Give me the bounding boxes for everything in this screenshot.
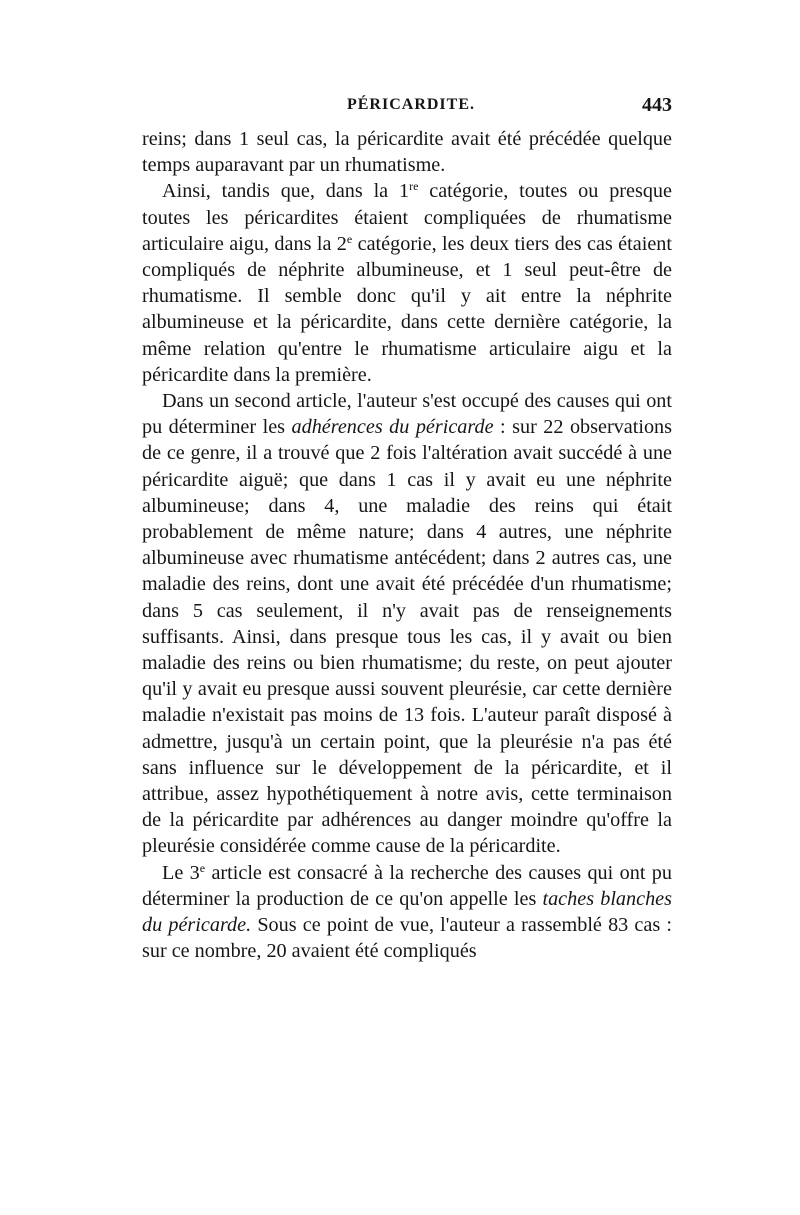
ordinal-superscript: e — [199, 860, 206, 875]
paragraph-second-article — [142, 388, 672, 860]
ordinal-superscript: e — [346, 231, 353, 246]
paragraph-text: reins; dans 1 seul cas, la péricardite avait été précédée quelque temps auparavant par un rhumatisme. — [142, 128, 672, 177]
paragraph-ainsi — [142, 178, 672, 388]
page-number: 443 — [642, 94, 672, 116]
paragraph-text: Le 3 — [162, 861, 200, 884]
paragraph-text: Dans un second article, l'auteur s'est occupé des causes qui ont pu déterminer les — [142, 390, 672, 439]
paragraph-continuation — [142, 126, 672, 178]
body-text — [142, 126, 672, 965]
italic-term: adhérences du péricarde — [291, 416, 494, 439]
paragraph-text: catégorie, les deux tiers des cas étaient compliqués de néphrite albumineuse, et 1 seul peut-être de rhumatisme. Il semble donc qu'il y ait entre la néphrite albumineuse et la péricardite, dans cette dernière catégorie, la même relation qu'entre le rhumatisme articulaire aigu et la péricardite dans la première. — [142, 232, 672, 386]
paragraph-text: article est consacré à la recherche des causes qui ont pu déterminer la production de ce qu'on appelle les — [142, 861, 672, 910]
running-title: PÉRICARDITE. — [346, 96, 475, 113]
paragraph-text: : sur 22 observations de ce genre, il a trouvé que 2 fois l'altération avait succédé à une péricardite aiguë; que dans 1 cas il y avait eu une néphrite albumineuse; dans 4, une maladie des reins qui était probablement de même nature; dans 4 autres, une néphrite albumineuse avec rhumatisme antécédent; dans 2 autres cas, une maladie des reins, dont une avait été précédée d'un rhumatisme; dans 5 cas seulement, il n'y avait pas de renseignements suffisants. Ainsi, dans presque tous les cas, il y avait ou bien maladie des reins ou bien rhumatisme; du reste, on peut ajouter qu'il y avait eu presque aussi souvent pleurésie, car cette dernière maladie n'existait pas moins de 13 fois. L'auteur paraît disposé à admettre, jusqu'à un certain point, que la pleurésie n'a pas été sans influence sur le développement de la péricardite, et il attribue, assez hypothétiquement à notre avis, cette terminaison de la péricardite par adhérences au danger moindre qu'offre la pleurésie considérée comme cause de la péricardite. — [142, 416, 672, 858]
paragraph-text: Ainsi, tandis que, dans la 1 — [162, 180, 410, 203]
paragraph-text: Sous ce point de vue, l'auteur a rassemblé 83 cas : sur ce nombre, 20 avaient été compliqués — [142, 914, 672, 963]
paragraph-text: catégorie, toutes ou presque toutes les péricardites étaient compliquées de rhumatisme articulaire aigu, dans la 2 — [142, 180, 672, 255]
book-page — [142, 96, 672, 965]
running-head — [142, 96, 672, 126]
ordinal-superscript: re — [409, 179, 419, 194]
paragraph-third-article — [142, 860, 672, 965]
italic-term: taches blanches du péricarde. — [142, 887, 672, 937]
